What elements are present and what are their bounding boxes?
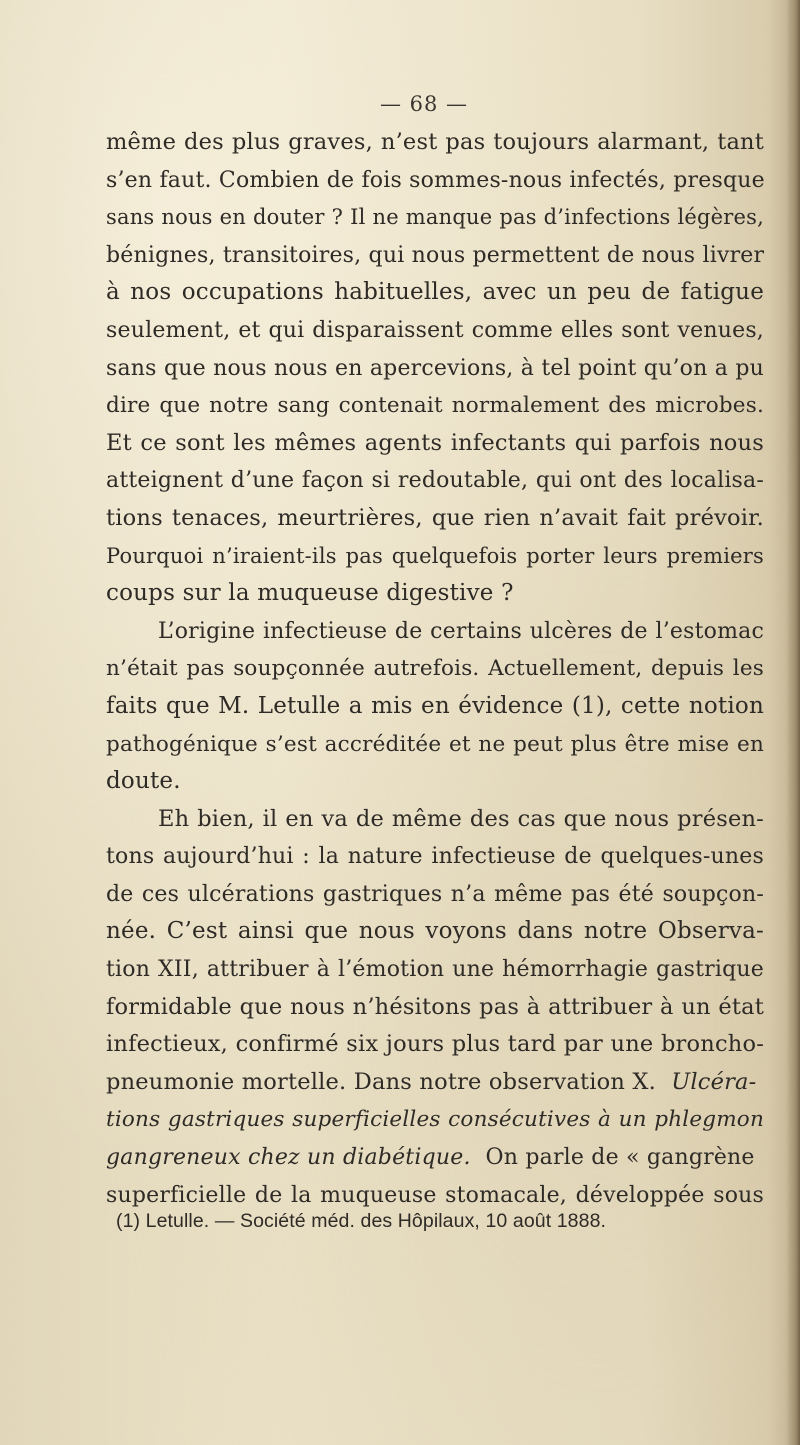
text-line: superficielle de la muqueuse stomacale, développée sous — [106, 1182, 764, 1208]
text-line: Pourquoi n’iraient-ils pas quelquefois porter leurs premiers — [106, 543, 764, 568]
text-line: faits que M. Letulle a mis en évidence (1), cette notion — [106, 692, 764, 719]
body-text — [106, 124, 764, 1214]
text-line: née. C’est ainsi que nous voyons dans notre Observa- — [106, 918, 764, 945]
text-line: de ces ulcérations gastriques n’a même pas été soupçon- — [106, 881, 764, 907]
text-segment: On parle de « gangrène — [485, 1145, 755, 1171]
text-line: bénignes, transitoires, qui nous permettent de nous livrer — [106, 242, 765, 268]
page-number: — 68 — — [379, 92, 469, 116]
text-line: n’était pas soupçonnée autrefois. Actuellement, depuis les — [106, 656, 764, 682]
italic-segment: gangreneux chez un diabétique. — [106, 1145, 471, 1171]
text-line: seulement, et qui disparaissent comme elles sont venues, — [106, 317, 764, 343]
text-line: Et ce sont les mêmes agents infectants qui parfois nous — [106, 429, 764, 456]
text-line-mixed — [106, 1064, 764, 1102]
text-line: tion XII, attribuer à l’émotion une hémorrhagie gastrique — [106, 957, 764, 983]
text-line: tions tenaces, meurtrières, que rien n’avait fait prévoir. — [106, 504, 764, 531]
text-line: atteignent d’une façon si redoutable, qui ont des localisa- — [106, 468, 764, 494]
text-line: pathogénique s’est accréditée et ne peut plus être mise en — [106, 731, 764, 757]
text-line: même des plus graves, n’est pas toujours alarmant, tant — [106, 129, 764, 155]
text-line: coups sur la muqueuse digestive ? — [106, 580, 514, 607]
text-line: à nos occupations habituelles, avec un peu de fatigue — [106, 279, 764, 306]
paragraph-start-line: L’origine infectieuse de certains ulcères de l’estomac — [158, 618, 764, 644]
text-line: sans que nous nous en apercevions, à tel point qu’on a pu — [106, 355, 764, 381]
text-line: dire que notre sang contenait normalement des microbes. — [106, 393, 764, 419]
text-line: sans nous en douter ? Il ne manque pas d’infections légères, — [106, 205, 764, 230]
paragraph-start-line: Eh bien, il en va de même des cas que nous présen- — [158, 805, 764, 832]
italic-segment: Ulcéra- — [671, 1068, 757, 1095]
text-line: tons aujourd’hui : la nature infectieuse de quelques-unes — [106, 844, 764, 870]
footnote: (1) Letulle. — Société méd. des Hôpilaux, 10 août 1888. — [116, 1210, 607, 1232]
text-line-mixed — [106, 1139, 764, 1177]
text-segment: pneumonie mortelle. Dans notre observation X. — [106, 1068, 656, 1095]
page-edge-shadow — [786, 0, 800, 1445]
text-line: doute. — [106, 768, 181, 795]
text-line: infectieux, confirmé six jours plus tard par une broncho- — [106, 1031, 764, 1058]
italic-line: tions gastriques superficielles consécutives à un phlegmon — [106, 1107, 764, 1133]
text-line: formidable que nous n’hésitons pas à attribuer à un état — [106, 993, 764, 1020]
text-line: s’en faut. Combien de fois sommes-nous infectés, presque — [106, 167, 765, 193]
